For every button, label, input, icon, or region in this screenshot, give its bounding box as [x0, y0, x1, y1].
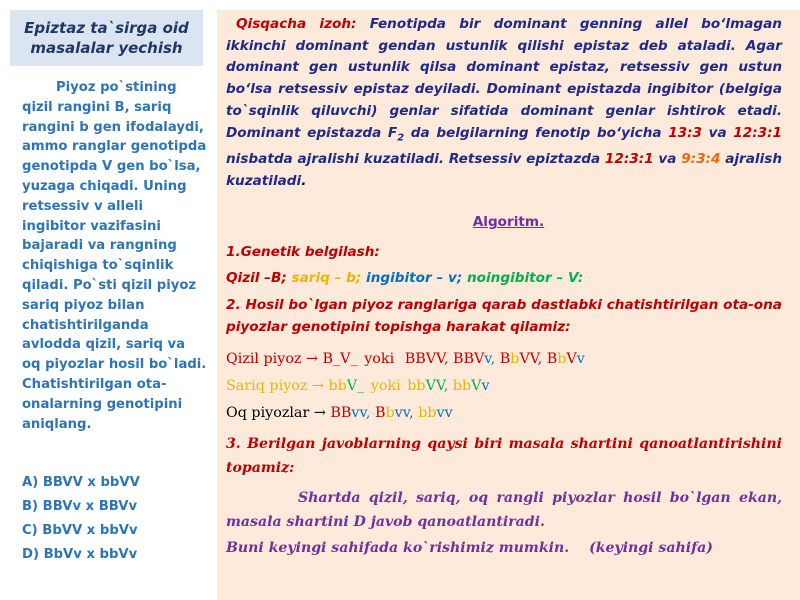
sariq-g1a: bb [407, 378, 426, 394]
explanation-text-e: va [653, 150, 682, 167]
legend-sariq: sariq – b; [291, 270, 362, 286]
sariq-label: Sariq piyoz → [226, 378, 324, 394]
qizil-g4d: v [576, 351, 585, 367]
sariq-g2c: v [481, 378, 490, 394]
explanation-text-f: ajralish kuzatiladi [226, 150, 783, 189]
explanation-text-g: . [301, 172, 307, 189]
explanation-text-d: nisbatda ajralishi kuzatiladi. Retsessiv epiztazda [226, 150, 605, 167]
qizil-g4c: V [566, 351, 577, 367]
explanation-paragraph [226, 14, 782, 192]
next-page-note [226, 536, 782, 560]
sariq-p1b: V_ [346, 378, 365, 394]
oq-g1b: vv, [351, 405, 371, 421]
sariq-p1a: bb [328, 378, 347, 394]
legend-qizil: Qizil –B; [226, 270, 287, 286]
sariq-g1b: VV, [425, 378, 449, 394]
ratio-3: 12:3:1 [604, 150, 654, 167]
qizil-g3a: B [499, 351, 511, 367]
sariq-yoki: yoki [370, 378, 401, 394]
ratio-2: 12:3:1 [733, 124, 782, 141]
explanation-text-a: Fenotipda bir dominant genning allel bo‘lmagan ikkinchi dominant gendan ustunlik qilishi epistaz deb ataladi. Agar dominant gen ustunlik qilsa dominant epistaz, retsessiv gen ustun bo‘lsa retsessiv epistaz deyiladi. Dominant epistazda ingibitor (belgiga to`sqinlik qiluvchi) genlar sifatida dominant genlar ishtirok etadi. Dominant epistazda F [226, 16, 782, 141]
sariq-g2a: bb [452, 378, 472, 394]
ratio-1: 13:3 [668, 124, 702, 141]
conclusion: Shartda qizil, sariq, oq rangli piyozlar hosil bo`lgan ekan, masala shartini D javob qanoatlantiradi. [226, 490, 782, 530]
oq-label: Oq piyozlar → [226, 405, 326, 421]
title-line-2: masalalar yechish [30, 39, 183, 57]
qizil-g3b: b [510, 351, 520, 367]
slide-title [10, 10, 203, 66]
sariq-g2b: V [471, 378, 482, 394]
qizil-g1: BBVV, [404, 351, 449, 367]
qizil-g2a: BBV [452, 351, 485, 367]
answer-d: D) BbVv x bbVv [22, 547, 138, 562]
oq-g2b: b [385, 405, 395, 421]
step-3: 3. Berilgan javoblarning qaysi biri masala shartini qanoatlantirishini topamiz: [226, 436, 782, 476]
next-page-link[interactable]: (keyingi sahifa) [589, 540, 713, 556]
qizil-p1: B_V_ [322, 351, 358, 367]
explanation-subscript: 2 [397, 132, 405, 144]
step-1: 1.Genetik belgilash: [226, 244, 380, 260]
legend-noingibitor: noingibitor – V: [467, 270, 584, 286]
explanation-label: Qisqacha izoh: [236, 16, 357, 32]
qizil-g3c: VV, [519, 351, 543, 367]
step-2: 2. Hosil bo`lgan piyoz ranglariga qarab dastlabki chatishtirilgan ota-ona piyozlar genotipini topishga harakat qilamiz: [226, 297, 782, 335]
explanation-text-c: va [702, 124, 734, 141]
answer-a: A) BBVV x bbVV [22, 475, 140, 490]
title-line-1: Epiztaz ta`sirga oid [24, 19, 189, 37]
qizil-label: Qizil piyoz → [226, 351, 318, 367]
oq-g3b: vv [436, 405, 453, 421]
row-sariq [226, 376, 782, 396]
explanation-text-b: da belgilarning fenotip bo‘yicha [404, 124, 669, 141]
answer-options [22, 471, 207, 567]
oq-g3a: bb [418, 405, 437, 421]
problem-body: Piyoz po`stining qizil rangini B, sariq rangini b gen ifodalaydi, ammo ranglar genotipda genotipda V gen bo`lsa, yuzaga chiqadi. Uning retsessiv v alleli ingibitor vazifasini bajaradi va rangning chiqishiga to`sqinlik qiladi. Po`sti qizil piyoz sariq piyoz bilan chatishtirilganda avlodda qizil, sariq va oq piyozlar hosil bo`ladi. Chatishtirilgan ota-onalarning genotipini aniqlang. [22, 80, 207, 432]
genetic-legend [226, 268, 782, 290]
row-qizil [226, 349, 782, 369]
algorithm-heading: Algoritm. [472, 214, 545, 230]
qizil-g4a: B [546, 351, 558, 367]
oq-g2c: vv, [394, 405, 414, 421]
answer-b: B) BBVv x BBVv [22, 499, 138, 514]
qizil-g4b: b [557, 351, 567, 367]
qizil-yoki: yoki [364, 351, 395, 367]
row-oq [226, 403, 782, 423]
oq-g1a: BB [330, 405, 352, 421]
problem-text [22, 78, 207, 434]
oq-g2a: B [374, 405, 386, 421]
next-text: Buni keyingi sahifada ko`rishimiz mumkin. [226, 540, 570, 556]
answer-c: C) BbVV x bbVv [22, 523, 138, 538]
legend-ingibitor: ingibitor – v; [366, 270, 463, 286]
ratio-4: 9:3:4 [681, 150, 721, 167]
qizil-g2b: v, [484, 351, 496, 367]
